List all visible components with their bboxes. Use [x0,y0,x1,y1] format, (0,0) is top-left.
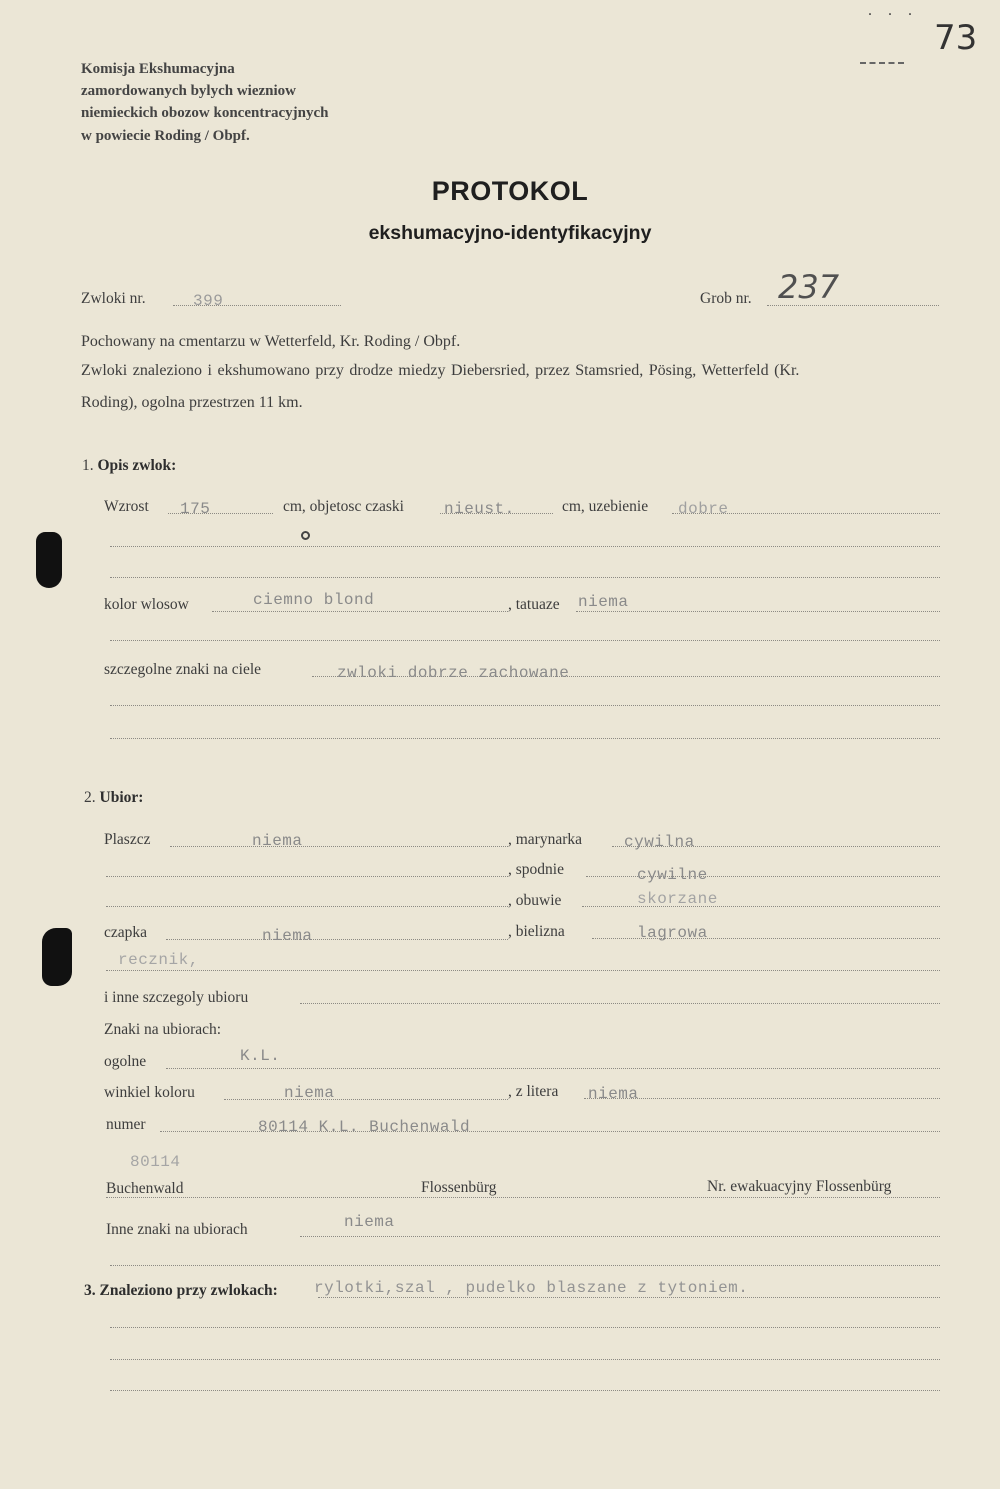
hair-label: kolor wlosow [104,596,189,613]
found-text-line-2: Roding), ogolna przestrzen 11 km. [81,394,303,411]
blank-line-4 [110,705,940,706]
teeth-value: dobre [678,500,729,518]
binding-hole-top [36,532,62,588]
coat-value: niema [252,832,303,850]
underwear-value: lagrowa [637,924,708,942]
jacket-value: cywilna [624,833,695,851]
burial-text: Pochowany na cmentarzu w Wetterfeld, Kr. Roding / Obpf. [81,333,461,350]
corner-marks: . . . [868,2,918,19]
ink-dot [301,531,310,540]
section-3-value: rylotki,szal , pudelko blaszane z tytoniem. [314,1279,749,1297]
commission-line-3: niemieckich obozow koncentracyjnych [81,105,329,121]
number-label: numer [106,1116,146,1133]
page-number: 73 [934,18,978,58]
marks-value: zwloki dobrze zachowane [337,664,570,682]
marks-label: szczegolne znaki na ciele [104,661,262,678]
letter-label: , z litera [508,1083,559,1100]
blank-line-1 [110,546,940,547]
shoes-value: skorzane [637,890,718,908]
buchenwald-number-value: 80114 [130,1153,181,1171]
blank-line-9 [110,1265,940,1266]
evacuation-number-label: Nr. ewakuacyjny Flossenbürg [707,1178,892,1195]
corpse-no-value: 399 [193,292,224,310]
coat-label: Plaszcz [104,831,151,848]
document-title: PROTOKOL [431,176,589,206]
commission-line-1: Komisja Ekshumacyjna [81,61,235,77]
blank-line-5 [110,738,940,739]
letter-value: niema [588,1085,639,1103]
coat-line [170,846,508,847]
document-subtitle: ekshumacyjno-identyfikacyjny [368,222,652,244]
height-value: 175 [180,500,211,518]
other-clothing-marks-line [300,1236,940,1237]
commission-line-2: zamordowanych bylych wiezniow [81,83,296,99]
blank-line-11 [110,1359,940,1360]
other-details-label: i inne szczegoly ubioru [104,989,249,1006]
corpse-no-label: Zwloki nr. [81,290,146,307]
section-2-heading [84,789,143,807]
skull-unit: cm, uzebienie [562,498,649,515]
section-3-line [318,1297,940,1298]
shoes-line [582,906,940,907]
general-marks-label: ogolne [104,1053,147,1070]
blank-line-2 [110,577,940,578]
hair-line [212,611,508,612]
height-label: Wzrost [104,498,149,515]
cap-label: czapka [104,924,148,941]
general-marks-value: K.L. [240,1047,281,1065]
cap-value: niema [262,927,313,945]
skull-value: nieust. [444,500,515,518]
section-1-title: Opis zwlok: [97,457,177,474]
triangle-label: winkiel koloru [104,1084,195,1101]
blank-line-8 [106,970,940,971]
general-marks-line [166,1068,940,1069]
blank-line-7 [106,906,508,907]
commission-line-4: w powiecie Roding / Obpf. [81,128,250,144]
blank-line-3 [110,640,940,641]
jacket-label: , marynarka [508,831,583,848]
triangle-value: niema [284,1084,335,1102]
shoes-label: , obuwie [508,892,562,909]
found-text-line-1: Zwloki znaleziono i ekshumowano przy drodze miedzy Diebersried, przez Stamsried, Pösing, Wetterfeld (Kr. [81,362,800,379]
tattoo-value: niema [578,593,629,611]
section-3-label: 3. Znaleziono przy zwlokach: [84,1282,278,1299]
camp-numbers-line [106,1197,940,1198]
binding-hole-bottom [42,928,72,986]
number-value: 80114 K.L. Buchenwald [258,1118,471,1136]
other-clothing-marks-value: niema [344,1213,395,1231]
blank-line-10 [110,1327,940,1328]
other-clothing-marks-label: Inne znaki na ubiorach [106,1221,248,1238]
blank-line-12 [110,1390,940,1391]
section-1-number: 1. [82,457,94,474]
blank-line-6 [106,876,508,877]
grave-no-label: Grob nr. [700,290,752,307]
grave-no-value: 237 [778,268,840,306]
underwear-label: , bielizna [508,923,565,940]
corner-dash [860,62,904,64]
extra-clothing-value: recznik, [118,951,199,969]
tattoo-line [576,611,940,612]
buchenwald-label: Buchenwald [106,1180,184,1197]
section-2-title: Ubior: [99,789,144,806]
trousers-value: cywilne [637,866,708,884]
flossenburg-label: Flossenbürg [421,1179,497,1196]
triangle-line [224,1099,508,1100]
height-unit: cm, objetosc czaski [283,498,404,515]
section-2-number: 2. [84,789,96,806]
hair-value: ciemno blond [253,591,375,609]
tattoo-label: , tatuaze [508,596,560,613]
clothing-marks-label: Znaki na ubiorach: [104,1021,222,1038]
trousers-label: , spodnie [508,861,564,878]
cap-line [166,939,508,940]
other-details-line [300,1003,940,1004]
section-1-heading [82,457,176,475]
